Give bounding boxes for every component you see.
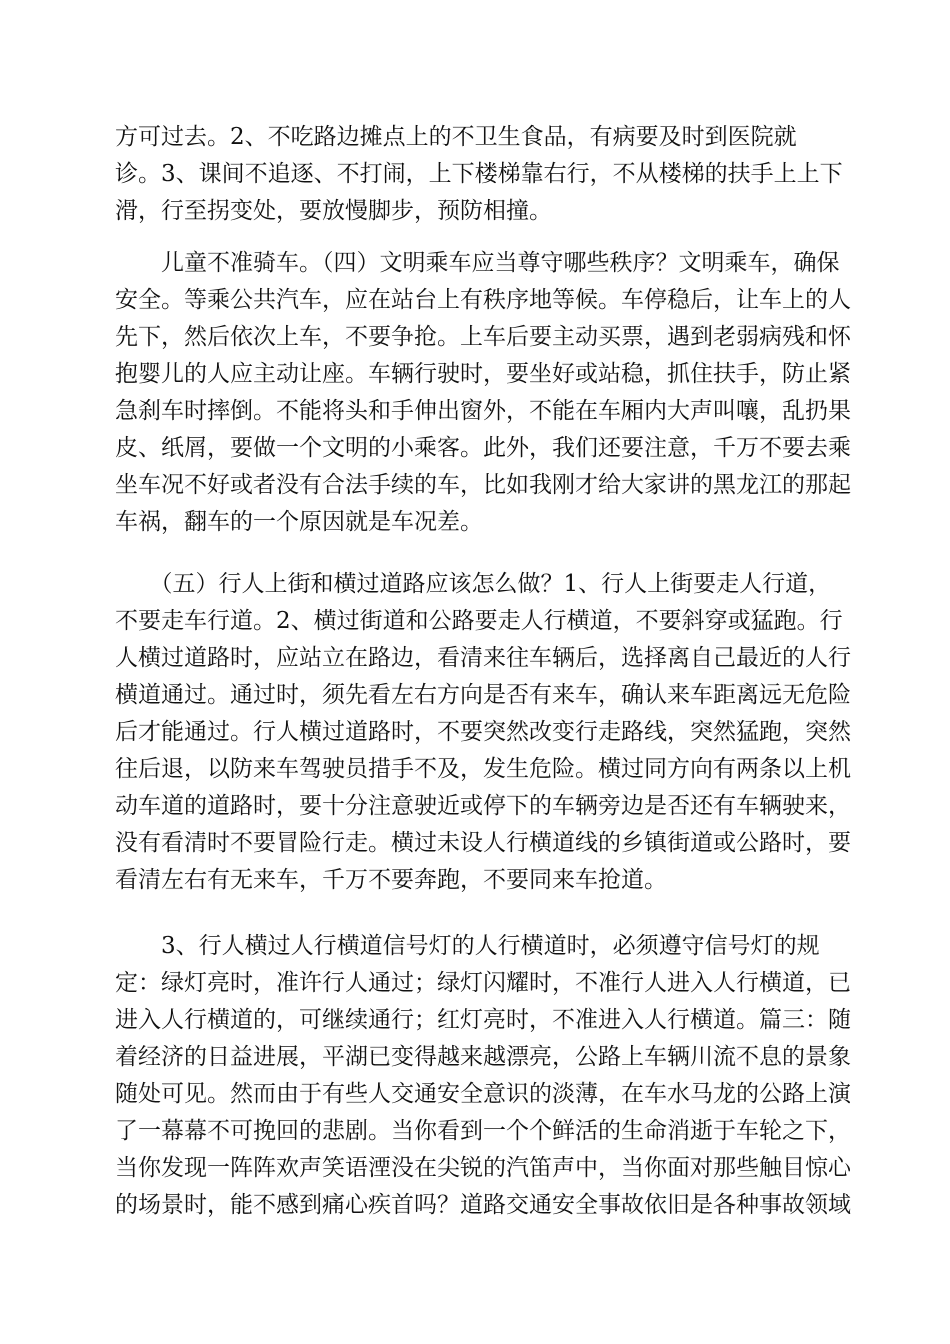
text-line: 诊。3、课间不追逐、不打闹，上下楼梯靠右行，不从楼梯的扶手上上下 xyxy=(115,161,843,187)
text-line: 动车道的道路时，要十分注意驶近或停下的车辆旁边是否还有车辆驶来， xyxy=(115,793,851,819)
text-line: 进入人行横道的，可继续通行；红灯亮时，不准进入人行横道。篇三：随 xyxy=(115,1007,851,1033)
text-line: 儿童不准骑车。（四）文明乘车应当尊守哪些秩序？文明乘车，确保 xyxy=(115,250,840,276)
text-line: 没有看清时不要冒险行走。横过未设人行横道线的乡镇街道或公路时，要 xyxy=(115,830,851,856)
paragraph-1 xyxy=(115,119,843,230)
text-line: 看清左右有无来车，千万不要奔跑，不要同来车抢道。 xyxy=(115,867,667,893)
text-line: 定：绿灯亮时，准许行人通过；绿灯闪耀时，不准行人进入人行横道，已 xyxy=(115,970,851,996)
text-line: 的场景时，能不感到痛心疾首吗？道路交通安全事故依旧是各种事故领域 xyxy=(115,1192,851,1218)
text-line: 皮、纸屑，要做一个文明的小乘客。此外，我们还要注意，千万不要去乘 xyxy=(115,435,851,461)
text-line: 后才能通过。行人横过道路时，不要突然改变行走路线，突然猛跑，突然 xyxy=(115,719,851,745)
text-line: 往后退，以防来车驾驶员措手不及，发生危险。横过同方向有两条以上机 xyxy=(115,756,851,782)
text-line: 方可过去。2、不吃路边摊点上的不卫生食品，有病要及时到医院就 xyxy=(115,124,797,150)
text-line: 3、行人横过人行横道信号灯的人行横道时，必须遵守信号灯的规 xyxy=(115,933,820,959)
paragraph-4 xyxy=(115,928,851,1224)
text-line: 安全。等乘公共汽车，应在站台上有秩序地等候。车停稳后，让车上的人 xyxy=(115,287,851,313)
text-line: 人横过道路时，应站立在路边，看清来往车辆后，选择离自己最近的人行 xyxy=(115,645,851,671)
text-line: 横道通过。通过时，须先看左右方向是否有来车，确认来车距离远无危险 xyxy=(115,682,851,708)
text-line: 滑，行至拐变处，要放慢脚步，预防相撞。 xyxy=(115,198,552,224)
paragraph-2 xyxy=(115,245,851,541)
paragraph-3 xyxy=(115,566,851,899)
text-line: 急刹车时摔倒。不能将头和手伸出窗外，不能在车厢内大声叫嚷，乱扔果 xyxy=(115,398,851,424)
text-line: 当你发现一阵阵欢声笑语湮没在尖锐的汽笛声中，当你面对那些触目惊心 xyxy=(115,1155,851,1181)
text-line: 不要走车行道。2、横过街道和公路要走人行横道，不要斜穿或猛跑。行 xyxy=(115,608,843,634)
text-line: （五）行人上街和横过道路应该怎么做？1、行人上街要走人行道， xyxy=(115,571,832,597)
text-line: 了一幕幕不可挽回的悲剧。当你看到一个个鲜活的生命消逝于车轮之下， xyxy=(115,1118,851,1144)
text-line: 坐车况不好或者没有合法手续的车，比如我刚才给大家讲的黑龙江的那起 xyxy=(115,472,851,498)
text-line: 抱婴儿的人应主动让座。车辆行驶时，要坐好或站稳，抓住扶手，防止紧 xyxy=(115,361,851,387)
text-line: 车祸，翻车的一个原因就是车况差。 xyxy=(115,509,483,535)
text-line: 着经济的日益进展，平湖已变得越来越漂亮，公路上车辆川流不息的景象 xyxy=(115,1044,851,1070)
text-line: 随处可见。然而由于有些人交通安全意识的淡薄，在车水马龙的公路上演 xyxy=(115,1081,851,1107)
text-line: 先下，然后依次上车，不要争抢。上车后要主动买票，遇到老弱病残和怀 xyxy=(115,324,851,350)
